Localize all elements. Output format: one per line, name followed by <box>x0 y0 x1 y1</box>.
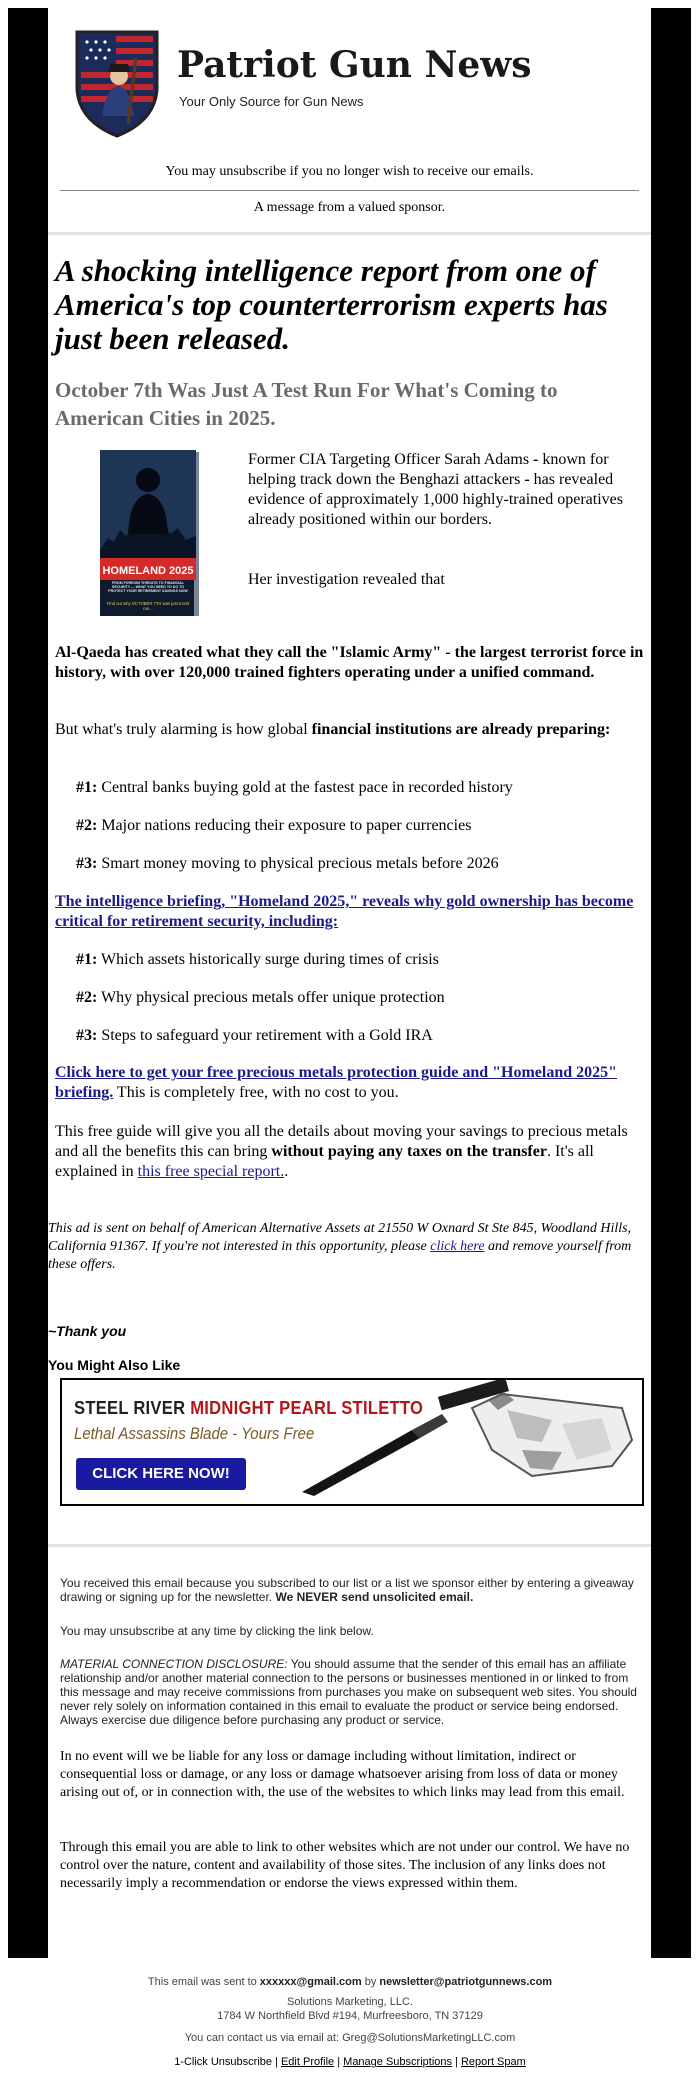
divider <box>48 1544 651 1547</box>
cta-paragraph: Click here to get your free precious metals protection guide and "Homeland 2025" briefing. This is completely free, with no cost to you. <box>55 1064 618 1101</box>
list-item: #2: Major nations reducing their exposure to paper currencies <box>76 817 472 834</box>
liability-disclaimer: In no event will we be liable for any loss or damage including without limitation, indirect or consequential loss or damage, or any loss or damage whatsoever arising from loss of data or money arising out of, or in connection with, the use of the websites to which links may lead from this email. <box>60 1749 625 1800</box>
brand-title: Patriot Gun News <box>177 44 532 86</box>
brand-tagline: Your Only Source for Gun News <box>179 94 364 109</box>
list-item: #2: Why physical precious metals offer unique protection <box>76 989 445 1006</box>
ad-title: STEEL RIVER MIDNIGHT PEARL STILETTO <box>74 1398 424 1418</box>
briefing-link[interactable]: The intelligence briefing, "Homeland 2025," reveals why gold ownership has become critical for retirement security, including: <box>55 893 634 930</box>
list-item: #1: Which assets historically surge during times of crisis <box>76 951 439 968</box>
special-report-link[interactable]: this free special report. <box>137 1163 285 1180</box>
material-disclosure: MATERIAL CONNECTION DISCLOSURE: You should assume that the sender of this email has an affiliate relationship and/or another material connection to the persons or businesses mentioned in or linked to from this message and may receive commissions from purchases you make on subsequent web sites. You should never rely solely on information contained in this email to evaluate the product or service being endorsed. Always exercise due diligence before purchasing any product or service. <box>60 1657 637 1727</box>
guide-paragraph: This free guide will give you all the details about moving your savings to precious metals and all the benefits this can bring without paying any taxes on the transfer. It's all explained in this free special report.. <box>55 1123 628 1180</box>
list-item: #3: Steps to safeguard your retirement with a Gold IRA <box>76 1027 433 1044</box>
book-subtitle: FROM FOREIGN THREATS TO FINANCIAL SECURITY — WHAT YOU NEED TO DO TO PROTECT YOUR RETIREMENT SAVINGS NOW <box>108 581 188 593</box>
external-links-disclaimer: Through this email you are able to link to other websites which are not under our control. We have no control over the nature, content and availability of those sites. The inclusion of any links does not necessarily imply a recommendation or endorse the views expressed within them. <box>60 1840 630 1891</box>
list-item: #3: Smart money moving to physical precious metals before 2026 <box>76 855 499 872</box>
ad-subtitle: Lethal Assassins Blade - Yours Free <box>74 1424 315 1443</box>
divider <box>48 232 651 235</box>
thank-you: ~Thank you <box>48 1323 127 1339</box>
sent-to-line: This email was sent to xxxxxx@gmail.com by newsletter@patriotgunnews.com <box>147 1976 553 1988</box>
free-guide-link[interactable]: Click here to get your free precious metals protection guide and "Homeland 2025" briefing. <box>55 1064 618 1101</box>
knife-ad-banner[interactable] <box>60 1378 644 1506</box>
ad-disclaimer: This ad is sent on behalf of American Alternative Assets at 21550 W Oxnard St Ste 845, Woodland Hills, California 91367. If you're not interested in this opportunity, please click here and remove yourself from these offers. <box>48 1221 632 1272</box>
book-cover-image[interactable] <box>94 450 200 618</box>
subscription-reason: You received this email because you subscribed to our list or a list we sponsor either by entering a giveaway drawing or signing up for the newsletter. We NEVER send unsolicited email. <box>60 1576 634 1604</box>
remove-click-here-link[interactable]: click here <box>430 1239 485 1254</box>
contact-line: You can contact us via email at: Greg@SolutionsMarketingLLC.com <box>184 2032 516 2044</box>
manage-subscriptions-link[interactable]: Manage Subscriptions <box>343 2056 452 2068</box>
briefing-paragraph <box>55 892 645 932</box>
knife-icon <box>292 1380 642 1504</box>
investigation-paragraph: Her investigation revealed that <box>248 571 445 588</box>
also-like-heading: You Might Also Like <box>48 1357 181 1373</box>
edit-profile-link[interactable]: Edit Profile <box>280 2056 335 2068</box>
unsubscribe-note: You may unsubscribe if you no longer wish to receive our emails. <box>165 164 534 179</box>
alarm-paragraph: But what's truly alarming is how global financial institutions are already preparing: <box>55 721 611 738</box>
subheadline: October 7th Was Just A Test Run For What's Coming to American Cities in 2025. <box>55 378 558 430</box>
divider <box>60 190 639 191</box>
unsubscribe-info: You may unsubscribe at any time by clicking the link below. <box>60 1624 374 1638</box>
headline: A shocking intelligence report from one of America's top counterterrorism experts has just been released. <box>55 253 608 356</box>
book-title: HOMELAND 2025 <box>102 565 194 577</box>
company-address: 1784 W Northfield Blvd #194, Murfreesboro, TN 37129 <box>217 2010 483 2022</box>
ad-click-button[interactable]: CLICK HERE NOW! <box>76 1458 246 1490</box>
one-click-unsubscribe[interactable]: 1-Click Unsubscribe | <box>174 2056 281 2068</box>
footer-links: 1-Click Unsubscribe | Edit Profile | Manage Subscriptions | Report Spam <box>174 2056 526 2068</box>
company-name: Solutions Marketing, LLC. <box>287 1996 413 2008</box>
sponsor-note: A message from a valued sponsor. <box>253 200 446 215</box>
book-blurb: Find out why OCTOBER 7TH was just a test run... <box>106 601 190 611</box>
report-spam-link[interactable]: Report Spam <box>460 2056 526 2068</box>
patriot-logo-icon <box>72 28 162 138</box>
intro-paragraph: Former CIA Targeting Officer Sarah Adams - known for helping track down the Benghazi attackers - has revealed evidence of approximately 1,000 highly-trained operatives already positioned within our borders. <box>248 451 623 528</box>
al-qaeda-paragraph: Al-Qaeda has created what they call the "Islamic Army" - the largest terrorist force in history, with over 120,000 trained fighters operating under a unified command. <box>55 644 644 681</box>
list-item: #1: Central banks buying gold at the fastest pace in recorded history <box>76 779 513 796</box>
